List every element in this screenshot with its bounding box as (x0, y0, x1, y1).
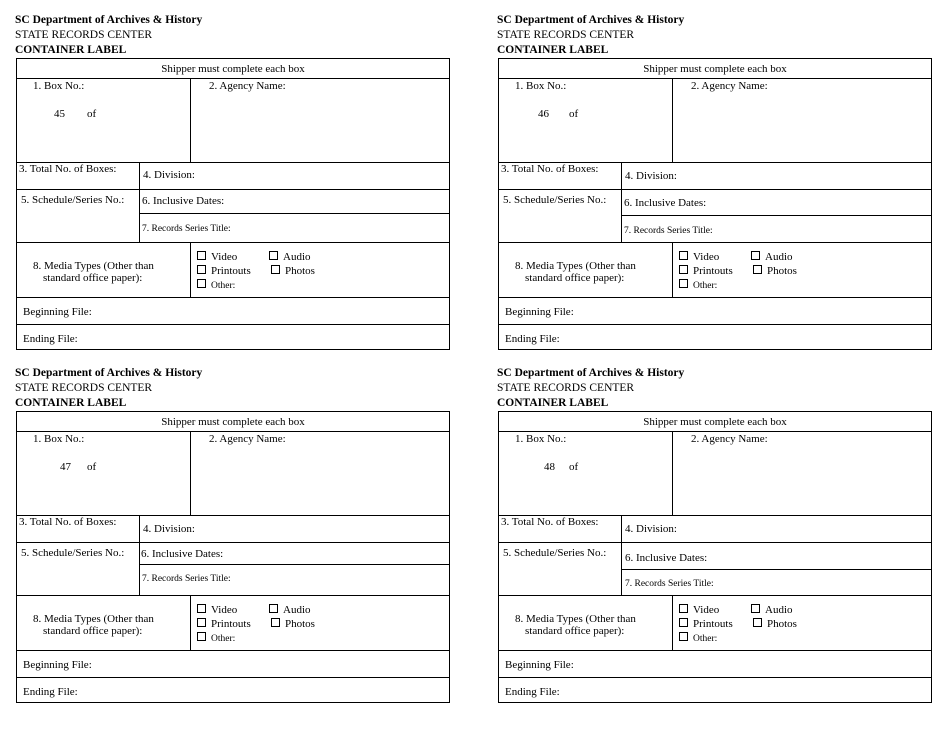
instruction: Shipper must complete each box (643, 63, 787, 75)
media-types-label-line1: 8. Media Types (Other than (33, 613, 154, 625)
instruction: Shipper must complete each box (161, 416, 305, 428)
records-series-title-label: 7. Records Series Title: (142, 574, 231, 584)
label-form (498, 411, 932, 703)
checkbox-icon (751, 251, 760, 260)
container-label-4 (497, 367, 934, 707)
inclusive-dates-label: 6. Inclusive Dates: (625, 552, 708, 564)
beginning-file-label: Beginning File: (505, 659, 574, 671)
agency-name-label: 2. Agency Name: (209, 80, 286, 92)
photos-checkbox[interactable]: Photos (753, 265, 797, 277)
inclusive-dates-label: 6. Inclusive Dates: (141, 548, 224, 560)
label-heading: CONTAINER LABEL (497, 44, 609, 56)
video-checkbox[interactable]: Video (197, 251, 237, 263)
ending-file-label: Ending File: (23, 686, 78, 698)
schedule-series-label: 5. Schedule/Series No.: (21, 194, 125, 206)
schedule-series-label: 5. Schedule/Series No.: (503, 194, 607, 206)
total-boxes-label: 3. Total No. of Boxes: (501, 516, 599, 528)
photos-checkbox[interactable]: Photos (271, 265, 315, 277)
center-heading: STATE RECORDS CENTER (497, 382, 635, 394)
checkbox-icon (751, 604, 760, 613)
inclusive-dates-label: 6. Inclusive Dates: (624, 197, 707, 209)
media-types-label-line2: standard office paper): (525, 272, 625, 284)
label-heading: CONTAINER LABEL (497, 397, 609, 409)
media-types-label-line1: 8. Media Types (Other than (515, 613, 636, 625)
media-types-label-line2: standard office paper): (43, 625, 143, 637)
box-no-label: 1. Box No.: (33, 433, 85, 445)
printouts-checkbox[interactable]: Printouts (679, 618, 733, 630)
dept-heading: SC Department of Archives & History (15, 367, 203, 379)
box-no-label: 1. Box No.: (515, 80, 567, 92)
box-number-value[interactable]: 46 (538, 108, 549, 120)
checkbox-icon (197, 618, 206, 627)
division-label: 4. Division: (625, 170, 677, 182)
box-no-label: 1. Box No.: (33, 80, 85, 92)
label-form (16, 58, 450, 350)
label-heading: CONTAINER LABEL (15, 397, 127, 409)
label-form (498, 58, 932, 350)
beginning-file-label: Beginning File: (23, 659, 92, 671)
container-label-1 (15, 14, 452, 354)
schedule-series-label: 5. Schedule/Series No.: (503, 547, 607, 559)
box-of-label: of (569, 108, 579, 120)
records-series-title-label: 7. Records Series Title: (624, 226, 713, 236)
box-no-label: 1. Box No.: (515, 433, 567, 445)
beginning-file-label: Beginning File: (23, 306, 92, 318)
checkbox-icon (679, 265, 688, 274)
other-checkbox[interactable]: Other: (679, 279, 717, 292)
audio-checkbox[interactable]: Audio (751, 251, 793, 263)
printouts-checkbox[interactable]: Printouts (679, 265, 733, 277)
division-label: 4. Division: (143, 169, 195, 181)
video-checkbox[interactable]: Video (679, 251, 719, 263)
checkbox-icon (197, 604, 206, 613)
box-number-value[interactable]: 48 (544, 461, 555, 473)
container-label-2 (497, 14, 934, 354)
checkbox-icon (271, 618, 280, 627)
ending-file-label: Ending File: (505, 333, 560, 345)
ending-file-label: Ending File: (23, 333, 78, 345)
dept-heading: SC Department of Archives & History (497, 367, 685, 379)
media-types-label-line1: 8. Media Types (Other than (33, 260, 154, 272)
other-checkbox[interactable]: Other: (679, 632, 717, 645)
agency-name-label: 2. Agency Name: (209, 433, 286, 445)
checkbox-icon (679, 632, 688, 641)
checkbox-icon (271, 265, 280, 274)
inclusive-dates-label: 6. Inclusive Dates: (142, 195, 225, 207)
box-of-label: of (87, 461, 97, 473)
dept-heading: SC Department of Archives & History (15, 14, 203, 26)
printouts-checkbox[interactable]: Printouts (197, 265, 251, 277)
box-of-label: of (569, 461, 579, 473)
label-heading: CONTAINER LABEL (15, 44, 127, 56)
beginning-file-label: Beginning File: (505, 306, 574, 318)
audio-checkbox[interactable]: Audio (751, 604, 793, 616)
checkbox-icon (269, 604, 278, 613)
container-label-3 (15, 367, 452, 707)
checkbox-icon (753, 618, 762, 627)
printouts-checkbox[interactable]: Printouts (197, 618, 251, 630)
checkbox-icon (679, 618, 688, 627)
total-boxes-label: 3. Total No. of Boxes: (19, 516, 117, 528)
division-label: 4. Division: (143, 523, 195, 535)
box-number-value[interactable]: 45 (54, 108, 65, 120)
other-checkbox[interactable]: Other: (197, 632, 235, 645)
checkbox-icon (753, 265, 762, 274)
photos-checkbox[interactable]: Photos (753, 618, 797, 630)
ending-file-label: Ending File: (505, 686, 560, 698)
audio-checkbox[interactable]: Audio (269, 604, 311, 616)
video-checkbox[interactable]: Video (197, 604, 237, 616)
checkbox-icon (197, 279, 206, 288)
total-boxes-label: 3. Total No. of Boxes: (19, 163, 117, 175)
schedule-series-label: 5. Schedule/Series No.: (21, 547, 125, 559)
checkbox-icon (269, 251, 278, 260)
records-series-title-label: 7. Records Series Title: (625, 579, 714, 589)
box-of-label: of (87, 108, 97, 120)
division-label: 4. Division: (625, 523, 677, 535)
checkbox-icon (679, 604, 688, 613)
audio-checkbox[interactable]: Audio (269, 251, 311, 263)
agency-name-label: 2. Agency Name: (691, 80, 768, 92)
photos-checkbox[interactable]: Photos (271, 618, 315, 630)
agency-name-label: 2. Agency Name: (691, 433, 768, 445)
other-checkbox[interactable]: Other: (197, 279, 235, 292)
checkbox-icon (197, 632, 206, 641)
dept-heading: SC Department of Archives & History (497, 14, 685, 26)
media-types-label-line1: 8. Media Types (Other than (515, 260, 636, 272)
media-types-label-line2: standard office paper): (525, 625, 625, 637)
media-types-label-line2: standard office paper): (43, 272, 143, 284)
video-checkbox[interactable]: Video (679, 604, 719, 616)
box-number-value[interactable]: 47 (60, 461, 71, 473)
label-form (16, 411, 450, 703)
checkbox-icon (679, 251, 688, 260)
checkbox-icon (679, 279, 688, 288)
checkbox-icon (197, 265, 206, 274)
instruction: Shipper must complete each box (643, 416, 787, 428)
checkbox-icon (197, 251, 206, 260)
records-series-title-label: 7. Records Series Title: (142, 224, 231, 234)
total-boxes-label: 3. Total No. of Boxes: (501, 163, 599, 175)
center-heading: STATE RECORDS CENTER (15, 382, 153, 394)
instruction: Shipper must complete each box (161, 63, 305, 75)
center-heading: STATE RECORDS CENTER (15, 29, 153, 41)
center-heading: STATE RECORDS CENTER (497, 29, 635, 41)
